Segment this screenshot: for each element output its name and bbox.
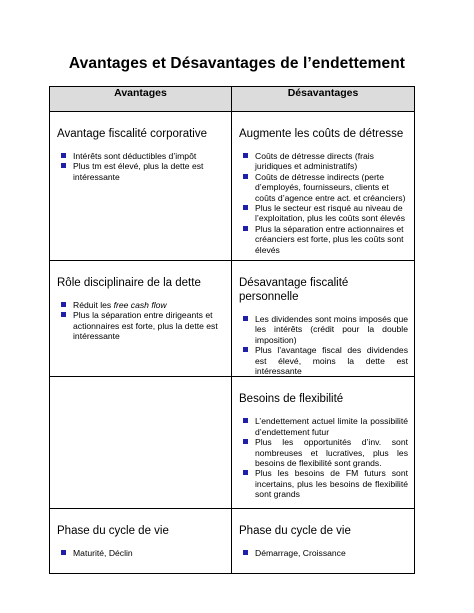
square-bullet-icon [61,163,66,168]
list-item-text: Plus la séparation entre dirigeants et actionnaires est forte, plus la dette est intéressante [73,310,218,342]
square-bullet-icon [61,302,66,307]
column-header-disadvantages: Désavantages [232,87,415,112]
cell-title: Besoins de flexibilité [239,393,344,406]
table-row [50,112,415,261]
list-item-text: Plus la séparation entre actionnaires et créanciers est forte, plus les coûts sont élevés [255,223,404,255]
bullet-list [239,416,408,499]
list-item [239,548,408,558]
list-item [239,151,408,172]
table-cell-advantage [50,261,232,377]
cell-title: Rôle disciplinaire de la dette [57,277,201,289]
square-bullet-icon [243,316,248,321]
list-item [239,224,408,255]
cell-title: Phase du cycle de vie [239,525,351,538]
list-item-text: Démarrage, Croissance [255,548,346,559]
list-item [239,172,408,203]
bullet-list [57,300,225,342]
list-item-text-prefix: Réduit les [73,300,114,310]
list-item [57,300,225,310]
list-item [239,314,408,345]
bullet-list [57,548,225,558]
cell-title: Augmente les coûts de détresse [239,128,404,140]
table-header-row [50,87,415,112]
square-bullet-icon [243,153,248,158]
square-bullet-icon [243,347,248,352]
table-row [50,261,415,377]
list-item-text: Coûts de détresse indirects (perte d’employés, fournisseurs, clients et coûts d’agence entre act. et créanciers) [255,171,406,203]
table-row [50,377,415,509]
list-item [239,416,408,437]
bullet-list [57,151,225,182]
cell-title: Avantage fiscalité corporative [57,128,208,140]
list-item-text: Plus les besoins de FM futurs sont incertains, plus les besoins de flexibilité sont grands [255,468,408,500]
list-item-emphasis: free cash flow [113,300,167,310]
table-cell-advantage-empty [50,377,232,509]
list-item [57,151,225,161]
square-bullet-icon [243,205,248,210]
comparison-table [49,86,415,574]
bullet-list [239,548,408,558]
square-bullet-icon [61,312,66,317]
square-bullet-icon [243,174,248,179]
list-item-text: Coûts de détresse directs (frais juridiques et administratifs) [255,151,374,172]
list-item [57,548,225,558]
list-item-text: L’endettement actuel limite la possibilité d’endettement futur [255,416,408,437]
list-item-text: Plus les opportunités d’inv. sont nombreuses et lucratives, plus les besoins de flexibilité sont grands. [255,437,408,469]
list-item-text: Intérêts sont déductibles d’impôt [73,151,197,161]
table-row [50,509,415,574]
square-bullet-icon [243,226,248,231]
list-item-text: Les dividendes sont moins imposés que les intérêts (crédit pour la double imposition) [255,314,408,345]
square-bullet-icon [243,550,248,555]
square-bullet-icon [61,550,66,555]
list-item [239,203,408,224]
bullet-list [239,151,408,255]
square-bullet-icon [243,470,248,475]
square-bullet-icon [61,153,66,158]
table-cell-disadvantage [232,377,415,509]
page-title: Avantages et Désavantages de l’endettement [68,55,406,72]
table-cell-disadvantage [232,112,415,261]
list-item [239,468,408,499]
table-cell-disadvantage [232,261,415,377]
cell-title: Désavantage fiscalité personnelle [239,277,349,303]
list-item [57,310,225,341]
list-item-text: Maturité, Déclin [73,548,133,559]
square-bullet-icon [243,439,248,444]
table-cell-disadvantage [232,509,415,574]
table-cell-advantage [50,112,232,261]
square-bullet-icon [243,418,248,423]
list-item-text: Plus tm est élevé, plus la dette est intéressante [73,161,204,182]
cell-title: Phase du cycle de vie [57,525,169,538]
column-header-advantages: Avantages [50,87,232,112]
bullet-list [239,314,408,376]
list-item [239,345,408,376]
list-item-text: Plus l’avantage fiscal des dividendes est élevé, moins la dette est intéressante [255,345,408,377]
list-item-text: Plus le secteur est risqué au niveau de l’exploitation, plus les coûts sont élevés [255,203,405,224]
table-cell-advantage [50,509,232,574]
list-item [239,437,408,468]
list-item [57,161,225,182]
